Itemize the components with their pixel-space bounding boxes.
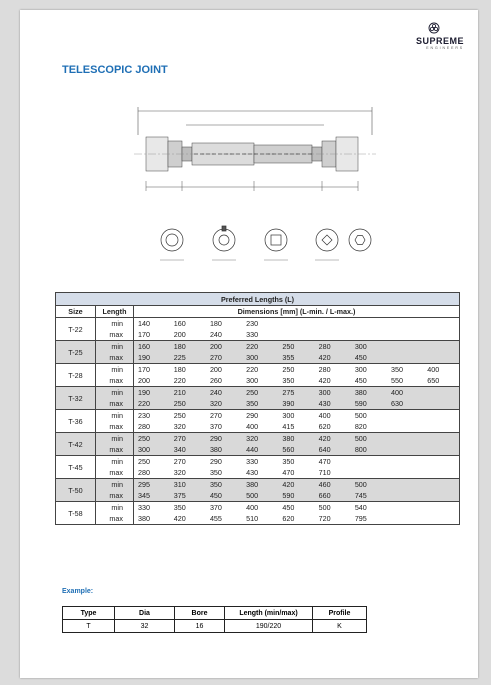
length-min-label: min <box>96 387 134 399</box>
dimension-cell: 250 <box>138 457 150 466</box>
document-page <box>20 10 478 678</box>
dimension-cell: 355 <box>278 352 314 364</box>
length-max-label: max <box>96 467 134 479</box>
dimension-cell: 560 <box>278 444 314 456</box>
dimension-cell: 340 <box>170 444 206 456</box>
dimension-cell: 210 <box>170 387 206 399</box>
dimension-cell <box>423 341 459 353</box>
length-min-label: min <box>96 364 134 376</box>
col-header-dimensions: Dimensions [mm] (L-min. / L-max.) <box>134 306 460 318</box>
dimension-cell <box>387 421 423 433</box>
table-row-t-22-max <box>56 329 460 341</box>
table-row-t-25-min <box>56 341 460 353</box>
dimension-cell <box>423 433 459 445</box>
dimension-cell: 400 <box>242 421 278 433</box>
dimension-cell: 500 <box>318 503 331 512</box>
preferred-lengths-table <box>55 292 460 525</box>
dimension-cell: 440 <box>242 444 278 456</box>
dimension-cell: 190 <box>134 352 170 364</box>
size-cell: T-45 <box>56 456 96 479</box>
dimension-cell: 200 <box>206 341 242 353</box>
dimension-cell: 420 <box>278 479 314 491</box>
dimension-cell: 450 <box>282 503 295 512</box>
table-row-t-50-min <box>56 479 460 491</box>
size-cell: T-25 <box>56 341 96 364</box>
dimension-cell: 330 <box>246 457 259 466</box>
table-row-t-50-max <box>56 490 460 502</box>
dimension-cell: 300 <box>282 411 295 420</box>
dimension-cell <box>387 490 423 502</box>
dimension-cell: 550 <box>387 375 423 387</box>
dimension-cell <box>315 329 351 341</box>
dimension-cell <box>423 387 459 399</box>
dimension-cell <box>423 444 459 456</box>
example-value-cell: 16 <box>175 620 225 633</box>
dimension-cell <box>278 318 314 330</box>
table-row-t-36-min <box>56 410 460 422</box>
dimension-cell: 220 <box>134 398 170 410</box>
dimension-cell: 345 <box>134 490 170 502</box>
dimension-cell: 225 <box>170 352 206 364</box>
length-min-label: min <box>96 341 134 353</box>
dimension-cell: 540 <box>354 503 367 512</box>
brand-tagline: ENGINEERS <box>426 46 464 50</box>
example-value-cell: 32 <box>115 620 175 633</box>
dimension-cell: 180 <box>173 365 186 374</box>
supreme-logo-icon <box>428 22 440 34</box>
dimension-cell: 450 <box>351 375 387 387</box>
dimension-cell: 400 <box>246 503 259 512</box>
dimension-cell: 230 <box>138 411 150 420</box>
dimension-cell: 270 <box>209 411 222 420</box>
dimension-cell <box>387 467 423 479</box>
dimension-cell: 470 <box>318 457 331 466</box>
length-max-label: max <box>96 398 134 410</box>
dimension-cell: 290 <box>206 433 242 445</box>
dimension-cell: 320 <box>242 433 278 445</box>
dimension-cell: 280 <box>318 365 331 374</box>
dimension-cell: 270 <box>170 433 206 445</box>
dimension-cell <box>423 467 459 479</box>
dimension-cell: 320 <box>170 421 206 433</box>
dimension-cell: 300 <box>354 365 367 374</box>
dimension-cell: 300 <box>134 444 170 456</box>
example-label: Example: <box>62 588 94 595</box>
dimension-cell: 230 <box>246 319 259 328</box>
dimension-cell: 350 <box>391 365 404 374</box>
col-header-size: Size <box>56 306 96 318</box>
size-cell: T-58 <box>56 502 96 525</box>
dimension-cell: 415 <box>278 421 314 433</box>
dimension-cell: 390 <box>278 398 314 410</box>
size-cell: T-22 <box>56 318 96 341</box>
dimension-cell: 250 <box>134 433 170 445</box>
dimension-cell: 300 <box>351 341 387 353</box>
table-row-t-42-min <box>56 433 460 445</box>
dimension-cell: 400 <box>387 387 423 399</box>
dimension-cell: 820 <box>351 421 387 433</box>
dimension-cell <box>423 410 459 422</box>
dimension-cell <box>387 479 423 491</box>
table-row-t-32-min <box>56 387 460 399</box>
dimension-cell <box>423 479 459 491</box>
dimension-cell: 190 <box>134 387 170 399</box>
dimension-cell: 180 <box>209 319 222 328</box>
dimension-cell: 720 <box>315 513 351 525</box>
dimension-cell <box>387 352 423 364</box>
dimension-cell: 430 <box>242 467 278 479</box>
dimension-cell <box>387 341 423 353</box>
dimension-cell: 510 <box>242 513 278 525</box>
dimension-cell: 320 <box>206 398 242 410</box>
size-cell: T-42 <box>56 433 96 456</box>
table-row-t-45-max <box>56 467 460 479</box>
dimension-cell: 350 <box>282 457 295 466</box>
dimension-cell: 220 <box>170 375 206 387</box>
example-header-cell: Profile <box>313 607 367 620</box>
dimension-cell: 200 <box>134 375 170 387</box>
dimension-cell: 250 <box>282 365 295 374</box>
dimension-cell: 140 <box>138 319 150 328</box>
length-max-label: max <box>96 329 134 341</box>
dimension-cell: 420 <box>170 513 206 525</box>
dimension-cell: 290 <box>246 411 259 420</box>
dimension-cell: 290 <box>209 457 222 466</box>
dimension-cell <box>351 329 387 341</box>
dimension-cell: 275 <box>278 387 314 399</box>
table-row-t-36-max <box>56 421 460 433</box>
length-min-label: min <box>96 479 134 491</box>
dimension-cell <box>423 490 459 502</box>
dimension-cell: 350 <box>173 503 186 512</box>
dimension-cell: 795 <box>351 513 387 525</box>
size-cell: T-28 <box>56 364 96 387</box>
dimension-cell: 400 <box>318 411 331 420</box>
example-value-cell: T <box>63 620 115 633</box>
dimension-cell <box>423 398 459 410</box>
dimension-cell: 450 <box>351 352 387 364</box>
dimension-cell: 220 <box>246 365 259 374</box>
dimension-cell: 350 <box>278 375 314 387</box>
length-min-label: min <box>96 410 134 422</box>
table-row-t-42-max <box>56 444 460 456</box>
dimension-cell: 710 <box>315 467 351 479</box>
dimension-cell <box>351 467 387 479</box>
table-row-t-58-max <box>56 513 460 525</box>
table-row-t-45-min <box>56 456 460 468</box>
dimension-cell <box>423 352 459 364</box>
table-body <box>56 318 460 525</box>
example-value-row <box>63 620 367 633</box>
dimension-cell: 500 <box>354 411 367 420</box>
dimension-cell: 270 <box>173 457 186 466</box>
dimension-cell: 170 <box>138 365 150 374</box>
dimension-cell: 270 <box>206 352 242 364</box>
dimension-cell: 650 <box>423 375 459 387</box>
dimension-cell: 660 <box>315 490 351 502</box>
dimension-cell <box>315 318 351 330</box>
dimension-cell: 455 <box>206 513 242 525</box>
col-header-length: Length <box>96 306 134 318</box>
dimension-cell: 280 <box>134 467 170 479</box>
dimension-cell <box>351 318 387 330</box>
dimension-cell: 460 <box>315 479 351 491</box>
dimension-cell: 420 <box>315 352 351 364</box>
length-min-label: min <box>96 502 134 514</box>
table-row-t-28-min <box>56 364 460 376</box>
dimension-cell: 430 <box>315 398 351 410</box>
length-max-label: max <box>96 421 134 433</box>
dimension-cell: 170 <box>134 329 170 341</box>
dimension-cell <box>387 318 423 330</box>
dimension-cell: 330 <box>138 503 150 512</box>
dimension-cell: 380 <box>278 433 314 445</box>
length-max-label: max <box>96 513 134 525</box>
dimension-cell: 295 <box>134 479 170 491</box>
example-table <box>62 606 367 633</box>
dimension-cell <box>423 329 459 341</box>
dimension-cell: 630 <box>387 398 423 410</box>
length-max-label: max <box>96 375 134 387</box>
telescopic-joint-drawing <box>124 95 386 275</box>
dimension-cell: 380 <box>134 513 170 525</box>
dimension-cell: 620 <box>278 513 314 525</box>
example-header-row <box>63 607 367 620</box>
dimension-cell: 260 <box>206 375 242 387</box>
dimension-cell <box>387 433 423 445</box>
dimension-cell: 400 <box>423 364 459 376</box>
dimension-cell: 500 <box>351 433 387 445</box>
dimension-cell: 250 <box>242 387 278 399</box>
dimension-cell <box>387 456 423 468</box>
length-max-label: max <box>96 352 134 364</box>
dimension-cell <box>423 502 459 514</box>
page-title: TELESCOPIC JOINT <box>62 64 168 76</box>
dimension-cell: 300 <box>315 387 351 399</box>
dimension-cell: 160 <box>134 341 170 353</box>
dimension-cell: 240 <box>206 387 242 399</box>
dimension-cell: 350 <box>206 467 242 479</box>
dimension-cell: 375 <box>170 490 206 502</box>
dimension-cell: 380 <box>242 479 278 491</box>
dimension-cell: 420 <box>315 375 351 387</box>
dimension-cell <box>423 456 459 468</box>
dimension-cell <box>387 410 423 422</box>
table-row-t-25-max <box>56 352 460 364</box>
example-value-cell: 190/220 <box>225 620 313 633</box>
table-row-t-22-min <box>56 318 460 330</box>
dimension-cell: 620 <box>315 421 351 433</box>
dimension-cell: 640 <box>315 444 351 456</box>
dimension-cell: 370 <box>209 503 222 512</box>
dimension-cell: 280 <box>134 421 170 433</box>
length-min-label: min <box>96 433 134 445</box>
table-row-t-28-max <box>56 375 460 387</box>
dimension-cell: 380 <box>351 387 387 399</box>
dimension-cell: 160 <box>173 319 186 328</box>
brand-name: SUPREME <box>415 36 464 46</box>
dimension-cell: 370 <box>206 421 242 433</box>
dimension-cell: 350 <box>242 398 278 410</box>
length-max-label: max <box>96 444 134 456</box>
dimension-cell: 500 <box>351 479 387 491</box>
dimension-cell: 500 <box>242 490 278 502</box>
size-cell: T-32 <box>56 387 96 410</box>
example-header-cell: Bore <box>175 607 225 620</box>
dimension-cell: 220 <box>242 341 278 353</box>
example-header-cell: Length (min/max) <box>225 607 313 620</box>
dimension-cell <box>387 444 423 456</box>
size-cell: T-50 <box>56 479 96 502</box>
example-header-cell: Type <box>63 607 115 620</box>
dimension-cell: 380 <box>206 444 242 456</box>
dimension-cell: 280 <box>315 341 351 353</box>
dimension-cell: 200 <box>170 329 206 341</box>
dimension-cell: 590 <box>351 398 387 410</box>
size-cell: T-36 <box>56 410 96 433</box>
dimension-cell <box>351 456 387 468</box>
brand-logo <box>384 22 464 50</box>
length-max-label: max <box>96 490 134 502</box>
dimension-cell: 470 <box>278 467 314 479</box>
dimension-cell <box>387 502 423 514</box>
length-min-label: min <box>96 318 134 330</box>
dimension-cell: 180 <box>170 341 206 353</box>
dimension-cell <box>278 329 314 341</box>
dimension-cell: 300 <box>242 352 278 364</box>
dimension-cell: 250 <box>170 398 206 410</box>
table-row-t-32-max <box>56 398 460 410</box>
dimension-cell: 300 <box>242 375 278 387</box>
dimension-cell <box>387 513 423 525</box>
table-row-t-58-min <box>56 502 460 514</box>
dimension-cell: 250 <box>278 341 314 353</box>
dimension-cell: 745 <box>351 490 387 502</box>
dimension-cell: 590 <box>278 490 314 502</box>
dimension-cell <box>423 318 459 330</box>
dimension-cell: 240 <box>206 329 242 341</box>
dimension-cell: 250 <box>173 411 186 420</box>
dimension-cell: 800 <box>351 444 387 456</box>
dimension-cell: 200 <box>209 365 222 374</box>
dimension-cell <box>387 329 423 341</box>
dimension-cell: 420 <box>315 433 351 445</box>
table-header-main: Preferred Lengths (L) <box>56 293 460 306</box>
dimension-cell: 350 <box>206 479 242 491</box>
example-header-cell: Dia <box>115 607 175 620</box>
dimension-cell: 310 <box>170 479 206 491</box>
dimension-cell: 330 <box>242 329 278 341</box>
example-value-cell: K <box>313 620 367 633</box>
length-min-label: min <box>96 456 134 468</box>
dimension-cell: 450 <box>206 490 242 502</box>
dimension-cell <box>423 513 459 525</box>
dimension-cell <box>423 421 459 433</box>
dimension-cell: 320 <box>170 467 206 479</box>
